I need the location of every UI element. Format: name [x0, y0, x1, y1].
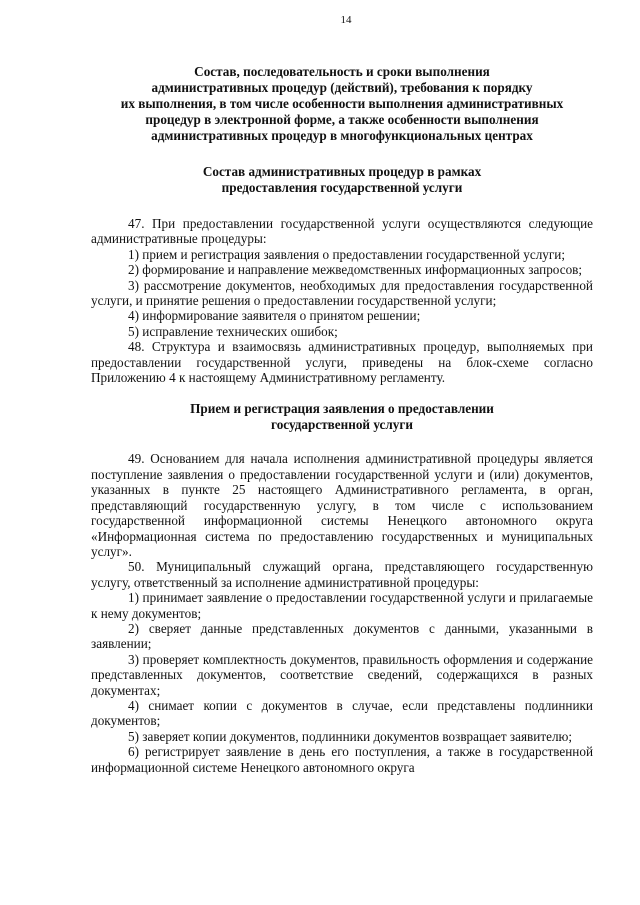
subsection-heading-composition	[79, 164, 605, 196]
heading-line: государственной услуги	[271, 417, 413, 433]
heading-line: Прием и регистрация заявления о предоставлении	[190, 401, 494, 417]
page-number: 14	[340, 14, 352, 26]
heading-line: Состав, последовательность и сроки выполнения	[194, 64, 490, 79]
paragraph-49: 49. Основанием для начала исполнения административной процедуры является поступление заявления о предоставлении государственной услуги и (или) документов, указанных в пункте 25 настоящего Административного регламента, в орган, представляющий государственную услугу, в том числе с использованием государственной информационной системы Ненецкого автономного округа «Информационная система по предоставлению государственных и муниципальных услуг».	[91, 451, 593, 559]
heading-line: административных процедур в многофункциональных центрах	[151, 128, 533, 143]
section-heading-main	[79, 64, 605, 144]
subsection-heading-reception	[79, 401, 605, 433]
heading-line: Состав административных процедур в рамках	[202, 164, 482, 179]
list-item: 4) информирование заявителя о принятом решении;	[128, 308, 421, 324]
list-item: 5) заверяет копии документов, подлинники документов возвращает заявителю;	[128, 728, 573, 744]
list-item: 4) снимает копии с документов в случае, если представлены подлинники документов;	[91, 697, 593, 729]
list-item: 1) прием и регистрация заявления о предоставлении государственной услуги;	[128, 246, 566, 262]
heading-line: их выполнения, в том числе особенности выполнения административных	[120, 96, 564, 111]
heading-line: предоставления государственной услуги	[221, 180, 463, 195]
list-item: 6) регистрирует заявление в день его поступления, а также в государственной информационной системе Ненецкого автономного округа	[91, 744, 593, 775]
heading-line: процедур в электронной форме, а также особенности выполнения	[145, 112, 539, 127]
paragraph-50: 50. Муниципальный служащий органа, представляющего государственную услугу, ответственный за исполнение административной процедуры:	[91, 559, 593, 590]
list-item: 3) рассмотрение документов, необходимых для предоставления государственной услуги, и принятие решения о предоставлении государственной услуги;	[91, 277, 593, 309]
list-item: 1) принимает заявление о предоставлении государственной услуги и прилагаемые к нему документов;	[91, 590, 593, 621]
list-item: 3) проверяет комплектность документов, правильность оформления и содержание представленных документов, соответствие сведений, содержащихся в разных документах;	[91, 651, 593, 698]
list-item: 2) сверяет данные представленных документов с данными, указанными в заявлении;	[91, 620, 593, 652]
paragraph-47: 47. При предоставлении государственной услуги осуществляются следующие административные процедуры:	[91, 216, 593, 247]
paragraph-48: 48. Структура и взаимосвязь административных процедур, выполняемых при предоставлении государственной услуги, приведены на блок-схеме согласно Приложению 4 к настоящему Административному регламенту.	[91, 339, 593, 386]
list-item: 2) формирование и направление межведомственных информационных запросов;	[128, 262, 583, 278]
heading-line: административных процедур (действий), требования к порядку	[151, 80, 533, 95]
list-item: 5) исправление технических ошибок;	[128, 323, 338, 339]
